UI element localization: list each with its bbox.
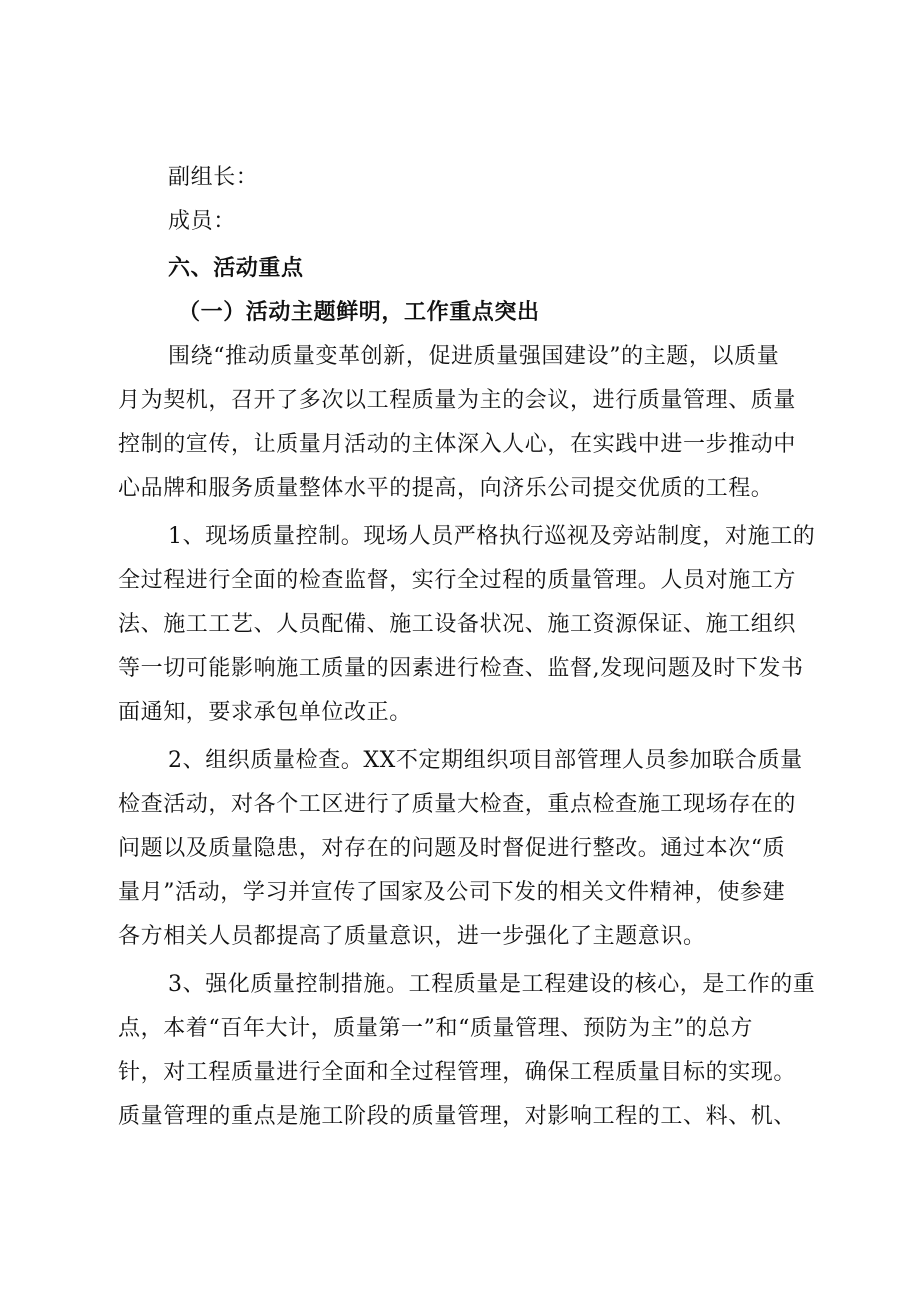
- paragraph-line: 量月”活动，学习并宣传了国家及公司下发的相关文件精神，使参建: [118, 880, 786, 905]
- section-heading: 六、活动重点: [168, 255, 304, 281]
- paragraph-line: 全过程进行全面的检查监督，实行全过程的质量管理。人员对施工方: [118, 568, 797, 593]
- paragraph-line: 针，对工程质量进行全面和全过程管理，确保工程质量目标的实现。: [118, 1060, 797, 1085]
- paragraph-line: 法、施工工艺、人员配備、施工设备状况、施工资源保证、施工组织: [118, 612, 797, 637]
- members-label: 成员：: [168, 209, 236, 234]
- paragraph-line: 围绕“推动质量变革创新，促进质量强国建设”的主题，以质量: [168, 344, 780, 369]
- paragraph-line: 等一切可能影响施工质量的因素进行检查、监督,发现问题及时下发书: [118, 656, 804, 681]
- paragraph-line: 各方相关人员都提高了质量意识，进一步强化了主题意识。: [118, 924, 706, 949]
- paragraph-line: 问题以及质量隐患，对存在的问题及时督促进行整改。通过本次“质: [118, 836, 786, 861]
- paragraph-line: 点，本着“百年大计，质量第一”和“质量管理、预防为主”的总方: [118, 1016, 753, 1041]
- paragraph-line: 2、组织质量检查。XX不定期组织项目部管理人员参加联合质量: [168, 748, 803, 773]
- paragraph-line: 1、现场质量控制。现场人员严格执行巡视及旁站制度，对施工的: [168, 524, 816, 549]
- paragraph-line: 面通知，要求承包单位改正。: [118, 700, 412, 725]
- subsection-heading: （一）活动主题鲜明，工作重点突出: [178, 299, 540, 325]
- paragraph-line: 心品牌和服务质量整体水平的提高，向济乐公司提交优质的工程。: [118, 476, 774, 501]
- paragraph-line: 月为契机，召开了多次以工程质量为主的会议，进行质量管理、质量: [118, 388, 797, 413]
- paragraph-line: 检查活动，对各个工区进行了质量大检查，重点检查施工现场存在的: [118, 792, 797, 817]
- deputy-leader-label: 副组长：: [168, 165, 259, 190]
- paragraph-line: 3、强化质量控制措施。工程质量是工程建设的核心，是工作的重: [168, 972, 816, 997]
- paragraph-line: 质量管理的重点是施工阶段的质量管理，对影响工程的工、料、机、: [118, 1104, 797, 1129]
- paragraph-line: 控制的宣传，让质量月活动的主体深入人心，在实践中进一步推动中: [118, 432, 797, 457]
